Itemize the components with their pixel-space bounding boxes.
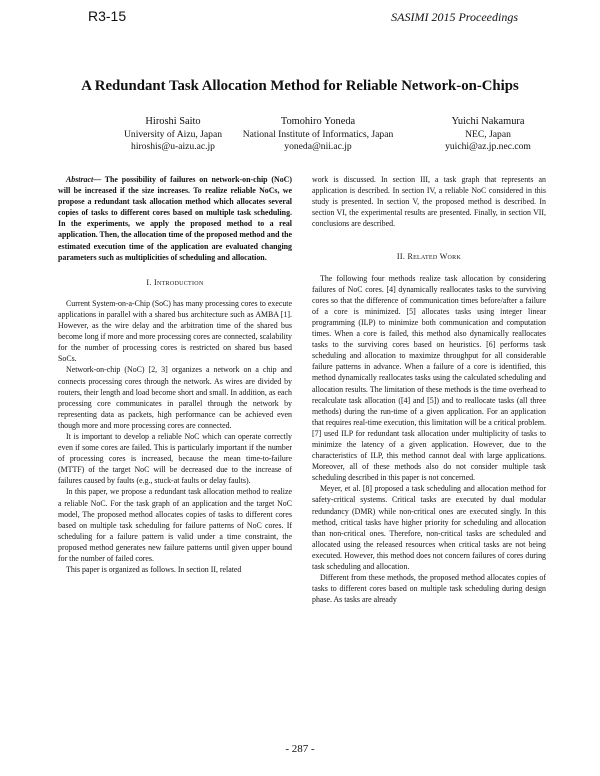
proceedings-name: SASIMI 2015 Proceedings (391, 10, 518, 24)
author-email: yuichi@az.jp.nec.com (445, 141, 531, 152)
left-column (58, 174, 292, 575)
author-email: hiroshis@u-aizu.ac.jp (131, 141, 215, 152)
right-column (312, 174, 546, 605)
author-name: Hiroshi Saito (145, 116, 201, 127)
paragraph: The following four methods realize task allocation by considering failures of NoC cores. [4] dynamically reallocates tasks to the surviving cores so that the difference of communication times before/after a failure of a core is minimized. [5] allocates tasks using integer linear programming (ILP) to minimize both communication and computation times. When a core is failed, this method also dynamically reallocates tasks to the surviving cores based on heuristics. [6] performs task scheduling and allocation to maximize throughput for all considerable failure patterns in advance. When a failure of a core is identified, this method dynamically reallocates tasks using the calculated scheduling and allocation results. The limitation of these methods is the time overhead to recalculate task allocation ([4] and [5]) and to reallocate tasks (all three methods) during the run-time of a given application. For an application that requires real-time execution, this limitation will be a critical problem. [7] used ILP for redundant task allocation under multiplicity of tasks to minimize the latency of a given application. However, due to the characteristics of ILP, this method cannot deal with large applications. Moreover, all of these methods also do not consider multiple task scheduling described in this paper is not concerned. (312, 273, 546, 483)
paragraph: Current System-on-a-Chip (SoC) has many processing cores to execute applications in parallel with a shared bus architecture such as AMBA [1]. However, as the wire delay and the arbitration time of the shared bus become long if more and more processing cores are connected, scalability for the number of processing cores is restricted on shared bus based SoCs. (58, 298, 292, 364)
paragraph: In this paper, we propose a redundant task allocation method to realize a reliable NoC. For the task graph of an application and the target NoC model, The proposed method allocates copies of tasks to different cores based on multiple task scheduling for failure patterns of NoC cores. If scheduling for a failure pattern is valid under a time constraint, the proposed method generates new failure patterns until given upper bound for the number of failed cores. (58, 487, 292, 563)
author-name: Tomohiro Yoneda (280, 116, 356, 127)
abstract (58, 174, 292, 263)
section-heading-introduction: I. Introduction (146, 277, 204, 287)
abstract-lead: Abstract (66, 175, 94, 184)
page-number: - 287 - (285, 743, 315, 755)
abstract-text: — The possibility of failures on network-on-chip (NoC) will be increased if the size increases. To realize reliable NoCs, we propose a redundant task allocation method which allocates several copies of tasks to different cores based on multiple task scheduling. In the experiments, we apply the proposed method to a real application. Then, the allocation time of the proposed method and the estimated execution time of the application are evaluated changing parameters such as multiplicities of scheduling and allocation. (58, 175, 292, 262)
paragraph: It is important to develop a reliable NoC which can operate correctly even if some cores are failed. This is particularly important if the number of processing cores is increased, because the mean time-to-failure (MTTF) of the target NoC will be decreased due to the increase of failures caused by faults (e.g., stuck-at faults or delay faults). (58, 431, 292, 486)
paragraph: Meyer, et al. [8] proposed a task scheduling and allocation method for safety-critical systems. Critical tasks are executed by dual modular redundancy (DMR) while non-critical ones are executed singly. In this method, critical tasks have higher priority for scheduling and allocation than non-critical ones. Therefore, non-critical tasks are scheduled and allocated using the released resources when critical tasks are not being executed. However, this method does not concern failures of cores during task scheduling and allocation. (312, 484, 546, 571)
section-heading-related-work: II. Related Work (396, 252, 462, 262)
paper-title: A Redundant Task Allocation Method for Reliable Network-on-Chips (81, 78, 519, 94)
author-name: Yuichi Nakamura (451, 116, 525, 127)
author-affiliation: National Institute of Informatics, Japan (242, 128, 394, 140)
author-affiliation: University of Aizu, Japan (123, 128, 223, 140)
author-2 (220, 116, 416, 154)
paragraph: This paper is organized as follows. In section II, related (66, 565, 242, 575)
author-affiliation: NEC, Japan (465, 128, 511, 140)
session-id: R3-15 (88, 8, 127, 24)
paragraph: work is discussed. In section III, a task graph that represents an application is described. In section IV, a reliable NoC considered in this study is presented. In section V, the proposed method is described. In section VI, the experimental results are presented. Finally, in section VII, conclusions are described. (312, 175, 546, 229)
author-3 (416, 116, 560, 154)
paragraph: Network-on-chip (NoC) [2, 3] organizes a network on a chip and connects processing cores through the network. As wires are divided by routers, their length and load become short and small. In addition, as each processing core communicates in parallel through the network by representing data as packets, high performance can be achieved even though more and more processing cores are connected. (58, 365, 292, 430)
paragraph: Different from these methods, the proposed method allocates copies of tasks to different cores based on multiple task scheduling during design phase. As tasks are already (312, 573, 546, 605)
author-email: yoneda@nii.ac.jp (284, 141, 352, 152)
